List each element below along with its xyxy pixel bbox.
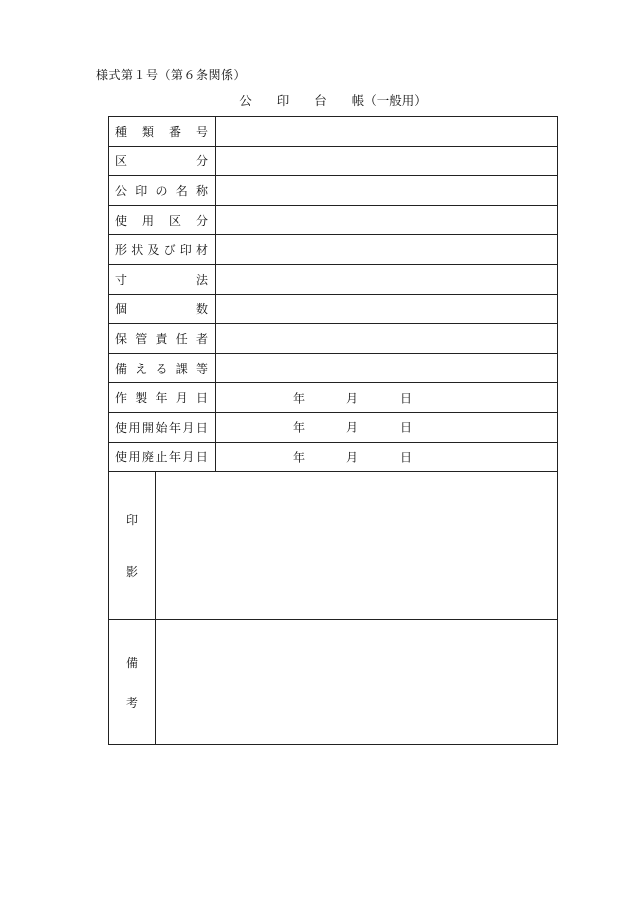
date-year-label: 年 — [293, 450, 306, 465]
date-day-label: 日 — [400, 391, 413, 406]
row-value-field[interactable] — [216, 117, 557, 146]
row-label — [109, 295, 216, 324]
ledger-row — [109, 324, 557, 354]
label-char: 作 — [115, 391, 128, 406]
label-char: 用 — [128, 450, 141, 465]
row-label — [109, 443, 216, 472]
row-label — [109, 383, 216, 412]
seal-ledger-table — [108, 116, 558, 745]
label-char: 製 — [135, 391, 148, 406]
form-number-label: 様式第１号（第６条関係） — [96, 68, 247, 82]
label-char: 用 — [128, 420, 141, 435]
ledger-row — [109, 117, 557, 147]
label-char: 者 — [195, 331, 208, 346]
label-char: 号 — [195, 124, 208, 139]
row-value-field[interactable] — [216, 265, 557, 294]
label-char: 開 — [141, 420, 154, 435]
document-title: 公 印 台 帳（一般用） — [239, 93, 427, 108]
row-value-field[interactable] — [216, 383, 557, 412]
ledger-row — [109, 413, 557, 443]
date-year-label: 年 — [293, 391, 306, 406]
label-char: の — [155, 183, 168, 198]
row-label — [109, 147, 216, 176]
row-value-field[interactable] — [216, 443, 557, 472]
label-char: 月 — [175, 391, 188, 406]
label-char: 任 — [175, 331, 188, 346]
label-char: 寸 — [115, 272, 128, 287]
seal-impression-field[interactable] — [156, 472, 557, 619]
ledger-row — [109, 443, 557, 473]
row-label — [109, 176, 216, 205]
row-value-field[interactable] — [216, 354, 557, 383]
row-value-field[interactable] — [216, 324, 557, 353]
ledger-row — [109, 147, 557, 177]
row-label — [109, 413, 216, 442]
row-value-field[interactable] — [216, 235, 557, 264]
label-char: 名 — [175, 183, 188, 198]
label-char: 日 — [195, 420, 208, 435]
label-char: 年 — [155, 391, 168, 406]
row-label — [109, 324, 216, 353]
label-char: び — [163, 243, 176, 258]
label-char: 止 — [155, 450, 168, 465]
ledger-row — [109, 295, 557, 325]
remarks-label — [109, 620, 156, 744]
label-char: 課 — [175, 361, 188, 376]
row-value-field[interactable] — [216, 413, 557, 442]
date-month-label: 月 — [346, 391, 359, 406]
date-month-label: 月 — [346, 420, 359, 435]
ledger-rows — [109, 117, 557, 472]
label-char: 年 — [168, 450, 181, 465]
ledger-row — [109, 383, 557, 413]
ledger-row — [109, 354, 557, 384]
label-char: 分 — [195, 154, 208, 169]
label-char: 保 — [115, 331, 128, 346]
label-char: 区 — [115, 154, 128, 169]
label-char: 責 — [155, 331, 168, 346]
label-char: 類 — [141, 124, 154, 139]
remarks-row — [109, 620, 557, 744]
label-char: 分 — [195, 213, 208, 228]
label-char: 使 — [115, 450, 128, 465]
label-char: 区 — [168, 213, 181, 228]
seal-impression-label — [109, 472, 156, 619]
label-char: 番 — [168, 124, 181, 139]
row-label — [109, 206, 216, 235]
label-char: 状 — [131, 243, 144, 258]
label-char: 法 — [195, 272, 208, 287]
label-char: 数 — [195, 302, 208, 317]
row-label — [109, 265, 216, 294]
label-char: 管 — [135, 331, 148, 346]
label-char: 及 — [147, 243, 160, 258]
row-value-field[interactable] — [216, 176, 557, 205]
label-char: 日 — [195, 391, 208, 406]
label-char: 印 — [125, 513, 138, 528]
remarks-field[interactable] — [156, 620, 557, 744]
ledger-row — [109, 265, 557, 295]
date-day-label: 日 — [400, 450, 413, 465]
row-value-field[interactable] — [216, 147, 557, 176]
row-value-field[interactable] — [216, 295, 557, 324]
label-char: 形 — [115, 243, 128, 258]
label-char: 備 — [115, 361, 128, 376]
label-char: る — [155, 361, 168, 376]
date-month-label: 月 — [346, 450, 359, 465]
label-char: 材 — [195, 243, 208, 258]
label-char: 日 — [195, 450, 208, 465]
label-char: 始 — [155, 420, 168, 435]
label-char: 等 — [195, 361, 208, 376]
label-char: 公 — [115, 183, 128, 198]
label-char: 印 — [135, 183, 148, 198]
ledger-row — [109, 206, 557, 236]
label-char: え — [135, 361, 148, 376]
date-day-label: 日 — [400, 420, 413, 435]
label-char: 考 — [125, 695, 138, 710]
row-label — [109, 117, 216, 146]
label-char: 使 — [115, 213, 128, 228]
label-char: 廃 — [141, 450, 154, 465]
label-char: 年 — [168, 420, 181, 435]
ledger-row — [109, 176, 557, 206]
label-char: 月 — [182, 420, 195, 435]
row-label — [109, 235, 216, 264]
ledger-row — [109, 235, 557, 265]
seal-impression-row — [109, 472, 557, 620]
date-year-label: 年 — [293, 420, 306, 435]
label-char: 影 — [125, 564, 138, 579]
label-char: 使 — [115, 420, 128, 435]
row-value-field[interactable] — [216, 206, 557, 235]
label-char: 備 — [125, 655, 138, 670]
label-char: 用 — [141, 213, 154, 228]
label-char: 月 — [182, 450, 195, 465]
label-char: 称 — [195, 183, 208, 198]
row-label — [109, 354, 216, 383]
label-char: 個 — [115, 302, 128, 317]
label-char: 種 — [115, 124, 128, 139]
label-char: 印 — [179, 243, 192, 258]
